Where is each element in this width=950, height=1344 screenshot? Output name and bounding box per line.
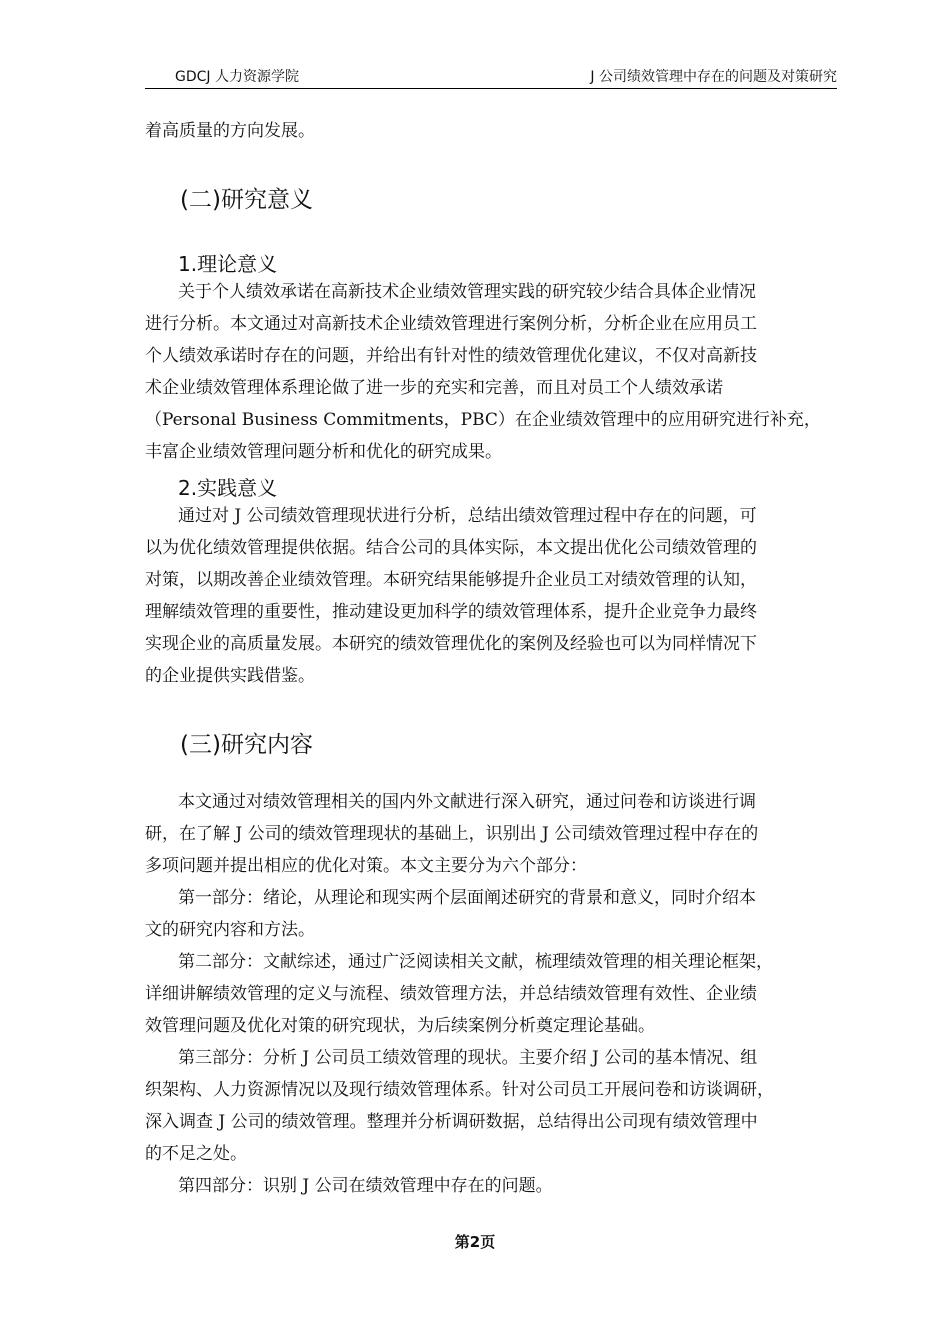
page-header — [145, 66, 837, 88]
header-divider — [145, 88, 837, 89]
paragraph-line: 丰富企业绩效管理问题分析和优化的研究成果。 — [145, 442, 502, 462]
subsection-heading: 1.理论意义 — [178, 252, 278, 276]
paragraph-line: 第三部分：分析 J 公司员工绩效管理的现状。主要介绍 J 公司的基本情况、组 — [178, 1048, 758, 1068]
paragraph-line: 进行分析。本文通过对高新技术企业绩效管理进行案例分析，分析企业在应用员工 — [145, 314, 757, 334]
paragraph-line: 第二部分：文献综述，通过广泛阅读相关文献，梳理绩效管理的相关理论框架， — [178, 952, 773, 972]
paragraph-line: 理解绩效管理的重要性，推动建设更加科学的绩效管理体系，提升企业竞争力最终 — [145, 602, 757, 622]
paragraph-line: 本文通过对绩效管理相关的国内外文献进行深入研究，通过问卷和访谈进行调 — [178, 792, 756, 812]
paragraph-line: 织架构、人力资源情况以及现行绩效管理体系。针对公司员工开展问卷和访谈调研， — [145, 1080, 774, 1100]
paragraph-line: （Personal Business Commitments，PBC）在企业绩效管理中的应用研究进行补充， — [145, 410, 821, 430]
subsection-heading: 2.实践意义 — [178, 476, 278, 500]
paragraph-line: 个人绩效承诺时存在的问题，并给出有针对性的绩效管理优化建议，不仅对高新技 — [145, 346, 757, 366]
paragraph-line: 效管理问题及优化对策的研究现状，为后续案例分析奠定理论基础。 — [145, 1016, 655, 1036]
paragraph-line: 以为优化绩效管理提供依据。结合公司的具体实际，本文提出优化公司绩效管理的 — [145, 538, 757, 558]
page-number: 第2页 — [454, 1233, 496, 1251]
paragraph-line: 研，在了解 J 公司的绩效管理现状的基础上，识别出 J 公司绩效管理过程中存在的 — [145, 824, 759, 844]
paragraph-line: 术企业绩效管理体系理论做了进一步的充实和完善，而且对员工个人绩效承诺 — [145, 378, 723, 398]
paragraph-line: 的不足之处。 — [145, 1144, 247, 1164]
paragraph-line: 着高质量的方向发展。 — [145, 121, 315, 141]
header-right-text: J 公司绩效管理中存在的问题及对策研究 — [590, 69, 837, 85]
paragraph-line: 通过对 J 公司绩效管理现状进行分析，总结出绩效管理过程中存在的问题，可 — [178, 506, 757, 526]
header-left-text: GDCJ 人力资源学院 — [175, 69, 299, 85]
paragraph-line: 关于个人绩效承诺在高新技术企业绩效管理实践的研究较少结合具体企业情况 — [178, 282, 756, 302]
paragraph-line: 文的研究内容和方法。 — [145, 920, 315, 940]
paragraph-line: 深入调查 J 公司的绩效管理。整理并分析调研数据，总结得出公司现有绩效管理中 — [145, 1112, 758, 1132]
paragraph-line: 的企业提供实践借鉴。 — [145, 666, 315, 686]
paragraph-line: 第四部分：识别 J 公司在绩效管理中存在的问题。 — [178, 1176, 553, 1196]
paragraph-line: 第一部分：绪论，从理论和现实两个层面阐述研究的背景和意义，同时介绍本 — [178, 888, 756, 908]
paragraph-line: 实现企业的高质量发展。本研究的绩效管理优化的案例及经验也可以为同样情况下 — [145, 634, 757, 654]
paragraph-line: 对策，以期改善企业绩效管理。本研究结果能够提升企业员工对绩效管理的认知， — [145, 570, 757, 590]
section-heading: (三)研究内容 — [180, 732, 313, 758]
paragraph-line: 多项问题并提出相应的优化对策。本文主要分为六个部分： — [145, 856, 587, 876]
paragraph-line: 详细讲解绩效管理的定义与流程、绩效管理方法，并总结绩效管理有效性、企业绩 — [145, 984, 757, 1004]
section-heading: (二)研究意义 — [180, 187, 313, 213]
